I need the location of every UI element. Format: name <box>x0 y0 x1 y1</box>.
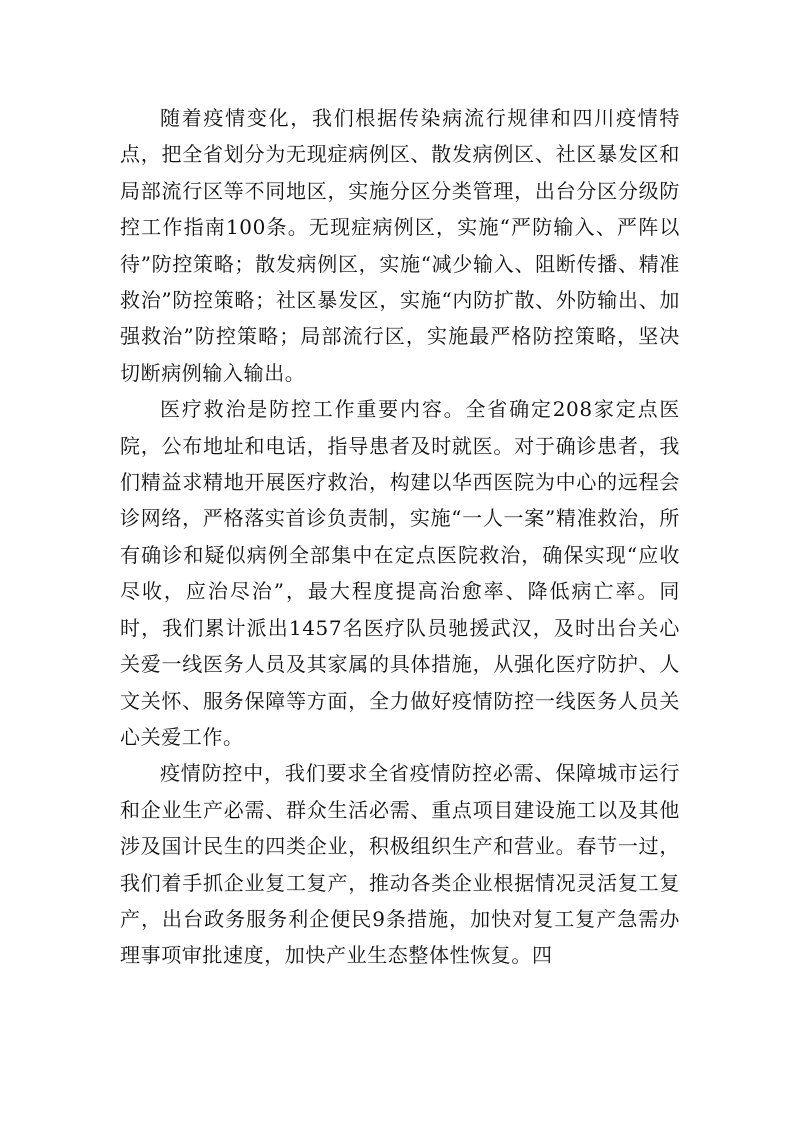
paragraph-business-resumption: 疫情防控中，我们要求全省疫情防控必需、保障城市运行和企业生产必需、群众生活必需、重点项目建设施工以及其他涉及国计民生的四类企业，积极组织生产和营业。春节一过，我们着手抓企业复工复产，推动各类企业根据情况灵活复工复产，出台政务服务利企便民9条措施，加快对复工复产急需办理事项审批速度，加快产业生态整体性恢复。四 <box>120 761 680 968</box>
body-text <box>120 100 680 974</box>
paragraph-medical-treatment: 医疗救治是防控工作重要内容。全省确定208家定点医院，公布地址和电话，指导患者及时就医。对于确诊患者，我们精益求精地开展医疗救治，构建以华西医院为中心的远程会诊网络，严格落实首诊负责制，实施“一人一案”精准救治，所有确诊和疑似病例全部集中在定点医院救治，确保实现“应收尽收，应治尽治”，最大程度提高治愈率、降低病亡率。同时，我们累计派出1457名医疗队员驰援武汉，及时出台关心关爱一线医务人员及其家属的具体措施，从强化医疗防护、人文关怀、服务保障等方面，全力做好疫情防控一线医务人员关心关爱工作。 <box>120 397 680 749</box>
paragraph-zoning-strategy: 随着疫情变化，我们根据传染病流行规律和四川疫情特点，把全省划分为无现症病例区、散发病例区、社区暴发区和局部流行区等不同地区，实施分区分类管理，出台分区分级防控工作指南100条。无现症病例区，实施“严防输入、严阵以待”防控策略；散发病例区，实施“减少输入、阻断传播、精准救治”防控策略；社区暴发区，实施“内防扩散、外防输出、加强救治”防控策略；局部流行区，实施最严格防控策略，坚决切断病例输入输出。 <box>120 106 680 385</box>
